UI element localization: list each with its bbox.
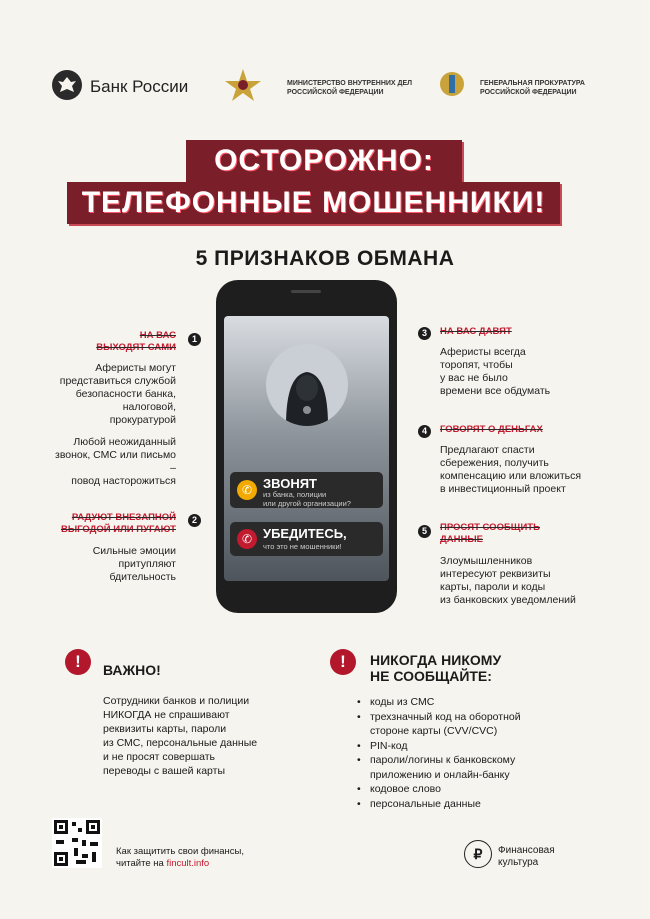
- never-share-list: [357, 695, 557, 811]
- sign-4-heading: ГОВОРЯТ О ДЕНЬГАХ: [440, 424, 543, 435]
- sign-2-text: Сильные эмоции притупляют бдительность: [92, 545, 176, 583]
- header: [0, 55, 650, 110]
- hacker-icon: [266, 344, 348, 426]
- sign-number-4: 4: [418, 425, 431, 438]
- list-item: • кодовое слово: [357, 782, 557, 797]
- warning-icon: !: [65, 649, 91, 675]
- list-item: • коды из СМС: [357, 695, 557, 710]
- sign-number-2: 2: [188, 514, 201, 527]
- eagle-icon: [52, 70, 82, 100]
- sign-2: [30, 512, 176, 584]
- list-item: • пароли/логины к банковскому приложению и онлайн-банку: [357, 753, 557, 782]
- prokuratura-icon: [437, 67, 467, 103]
- list-item: • трехзначный код на оборотной стороне карты (CVV/CVC): [357, 710, 557, 739]
- page-subtitle: 5 ПРИЗНАКОВ ОБМАНА: [195, 247, 455, 270]
- sign-number-5: 5: [418, 525, 431, 538]
- bank-name: Банк России: [90, 77, 189, 96]
- important-title: ВАЖНО!: [103, 662, 161, 678]
- call-subtitle: из банка, полиции или другой организации?: [263, 490, 351, 508]
- never-share-title: НИКОГДА НИКОМУ НЕ СООБЩАЙТЕ:: [370, 652, 502, 684]
- list-item: • PIN-код: [357, 739, 557, 754]
- mvd-star-icon: [217, 67, 269, 103]
- sign-4-text: Предлагают спасти сбережения, получить компенсацию или вложиться в инвестиционный проект: [440, 444, 582, 495]
- important-text: Сотрудники банков и полиции НИКОГДА не спрашивают реквизиты карты, пароли из СМС, персональные данные и не просят совершать переводы с вашей карты: [103, 695, 258, 777]
- sign-5-heading: ПРОСЯТ СООБЩИТЬ ДАННЫЕ: [440, 522, 540, 545]
- incoming-call-card: [230, 472, 383, 508]
- sign-1-heading: НА ВАС ВЫХОДЯТ САМИ: [96, 330, 176, 353]
- sign-1: [50, 330, 176, 488]
- hacker-circle: [266, 344, 348, 426]
- sign-5: [440, 522, 620, 607]
- list-item: • персональные данные: [357, 797, 557, 812]
- sign-1-text-2: Любой неожиданный звонок, СМС или письмо – повод насторожиться: [55, 436, 176, 487]
- warning-icon-2: !: [330, 649, 356, 675]
- prokuratura-emblem: [437, 67, 467, 103]
- sign-number-1: 1: [188, 333, 201, 346]
- verify-title: УБЕДИТЕСЬ,: [263, 526, 347, 541]
- qr-code[interactable]: [52, 818, 102, 868]
- bank-of-russia-logo: [52, 70, 82, 100]
- sign-3-heading: НА ВАС ДАВЯТ: [440, 326, 512, 337]
- banner-line-2: ТЕЛЕФОННЫЕ МОШЕННИКИ!: [67, 182, 560, 224]
- finance-culture-brand: Финансовая культура: [498, 845, 555, 868]
- banner-line-1: ОСТОРОЖНО:: [186, 140, 462, 182]
- sign-3-text: Аферисты всегда торопят, чтобы у вас не было времени все обдумать: [440, 346, 551, 397]
- ruble-icon: ₽: [464, 840, 492, 868]
- phone-hangup-icon: ✆: [237, 529, 257, 549]
- sign-4: [440, 424, 620, 496]
- phone-screen: [224, 316, 389, 581]
- mvd-name: МИНИСТЕРСТВО ВНУТРЕННИХ ДЕЛ РОССИЙСКОЙ ФЕДЕРАЦИИ: [287, 80, 413, 96]
- sign-number-3: 3: [418, 327, 431, 340]
- fincult-link[interactable]: fincult.info: [166, 858, 210, 869]
- prokuratura-name: ГЕНЕРАЛЬНАЯ ПРОКУРАТУРА РОССИЙСКОЙ ФЕДЕРАЦИИ: [480, 80, 585, 96]
- verify-card: [230, 522, 383, 556]
- phone-answer-icon: ✆: [237, 480, 257, 500]
- verify-subtitle: что это не мошенники!: [263, 542, 342, 551]
- qr-code-icon: [52, 818, 102, 868]
- sign-3: [440, 326, 610, 398]
- sign-1-text: Аферисты могут представиться службой безопасности банка, налоговой, прокуратурой: [59, 362, 176, 426]
- call-title: ЗВОНЯТ: [263, 476, 317, 491]
- phone-illustration: [216, 280, 397, 613]
- phone-speaker: [291, 290, 321, 293]
- sign-2-heading: РАДУЮТ ВНЕЗАПНОЙ ВЫГОДОЙ ИЛИ ПУГАЮТ: [60, 512, 176, 535]
- mvd-emblem: [217, 67, 269, 103]
- footer-text: Как защитить свои финансы, читайте на fincult.info: [116, 846, 245, 869]
- sign-5-text: Злоумышленников интересуют реквизиты карты, пароли и коды из банковских уведомлений: [440, 555, 576, 606]
